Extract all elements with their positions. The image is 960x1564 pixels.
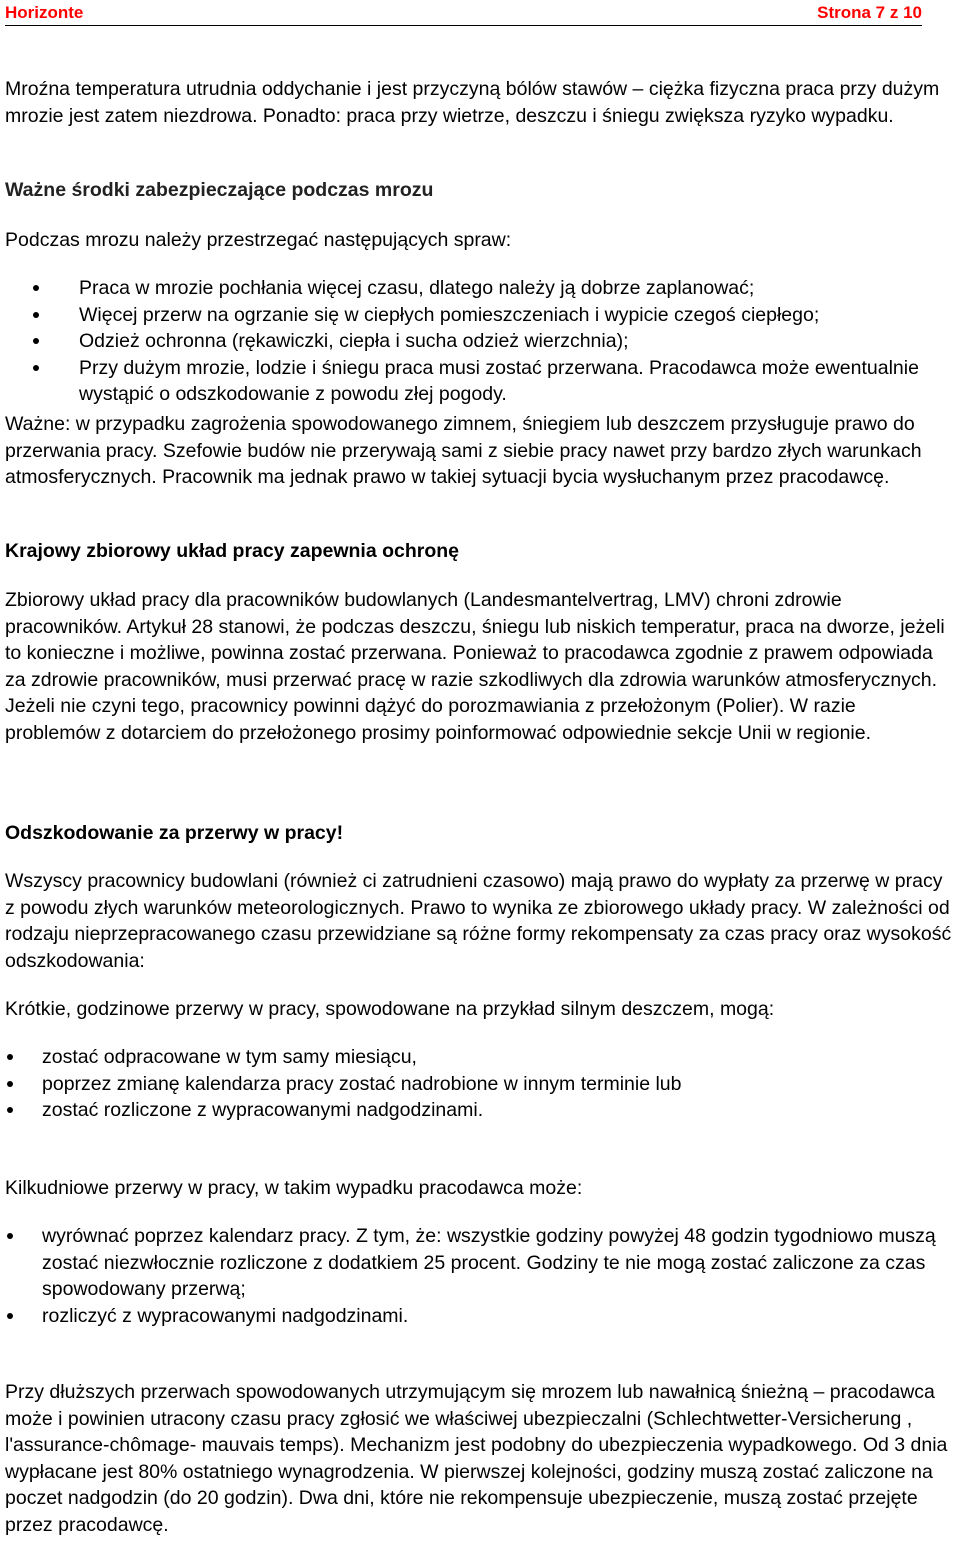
intro-paragraph: Mroźna temperatura utrudnia oddychanie i jest przyczyną bólów stawów – ciężka fizyczna praca przy dużym mrozie jest zatem niezdrowa. Ponadto: praca przy wietrze, deszczu i śniegu zwiększa ryzyko wypadku. <box>5 78 940 127</box>
section-heading-collective-agreement: Krajowy zbiorowy układ pracy zapewnia ochronę <box>5 540 460 562</box>
list-item: Więcej przerw na ogrzanie się w ciepłych pomieszczeniach i wypicie czegoś ciepłego; <box>5 302 955 329</box>
long-breaks-paragraph: Przy dłuższych przerwach spowodowanych utrzymującym się mrozem lub nawałnicą śnieżną – pracodawca może i powinien utracony czasu pracy zgłosić we właściwej ubezpieczalni (Schlechtwetter-Versicherung , l'assurance-chômage- mauvais temps). Mechanizm jest podobny do ubezpieczenia wypadkowego. Od 3 dnia wypłacane jest 80% ostatniego wynagrodzenia. W pierwszej kolejności, godziny muszą zostać zaliczone na poczet nadgodzin (do 20 godzin). Dwa dni, które nie rekompensuje ubezpieczenie, muszą zostać przejęte przez pracodawcę. <box>5 1381 948 1536</box>
document-title: Horizonte <box>5 3 84 22</box>
multi-day-breaks-paragraph: Kilkudniowe przerwy w pracy, w takim wypadku pracodawca może: <box>5 1177 583 1199</box>
list-item: Odzież ochronna (rękawiczki, ciepła i sucha odzież wierzchnia); <box>5 328 955 355</box>
list-item: zostać odpracowane w tym samy miesiącu, <box>5 1044 955 1071</box>
page-number: Strona 7 z 10 <box>817 3 922 22</box>
frost-intro-paragraph: Podczas mrozu należy przestrzegać następujących spraw: <box>5 229 512 251</box>
page-header <box>5 3 922 26</box>
list-item: wyrównać poprzez kalendarz pracy. Z tym, że: wszystkie godziny powyżej 48 godzin tygodniowo muszą zostać niezwłocznie rozliczone z dodatkiem 25 procent. Godziny te nie mogą zostać zaliczone za czas spowodowany przerwą; <box>5 1223 955 1303</box>
section-heading-compensation: Odszkodowanie za przerwy w pracy! <box>5 822 344 844</box>
list-item: Przy dużym mrozie, lodzie i śniegu praca musi zostać przerwana. Pracodawca może ewentualnie wystąpić o odszkodowanie z powodu złej pogody. <box>5 355 955 408</box>
important-paragraph: Ważne: w przypadku zagrożenia spowodowanego zimnem, śniegiem lub deszczem przysługuje prawo do przerwania pracy. Szefowie budów nie przerywają sami z siebie pracy nawet przy bardzo złych warunkach atmosferycznych. Pracownik ma jednak prawo w takiej sytuacji bycia wysłuchanym przez pracodawcę. <box>5 413 922 488</box>
short-breaks-list <box>5 1044 955 1124</box>
section-heading-frost-measures: Ważne środki zabezpieczające podczas mrozu <box>5 179 434 201</box>
multi-day-breaks-list <box>5 1223 955 1329</box>
collective-agreement-paragraph: Zbiorowy układ pracy dla pracowników budowlanych (Landesmantelvertrag, LMV) chroni zdrowie pracowników. Artykuł 28 stanowi, że podczas deszczu, śniegu lub niskich temperatur, praca na dworze, jeżeli to konieczne i możliwe, powinna zostać przerwana. Ponieważ to pracodawca zgodnie z prawem odpowiada za zdrowie pracowników, musi przerwać pracę w razie szkodliwych dla zdrowia warunków atmosferycznych. Jeżeli nie czyni tego, pracownicy powinni dążyć do porozmawiania z przełożonym (Polier). W razie problemów z dotarciem do przełożonego prosimy poinformować odpowiednie sekcje Unii w regionie. <box>5 589 945 744</box>
list-item: zostać rozliczone z wypracowanymi nadgodzinami. <box>5 1097 955 1124</box>
short-breaks-paragraph: Krótkie, godzinowe przerwy w pracy, spowodowane na przykład silnym deszczem, mogą: <box>5 998 775 1020</box>
frost-measures-list <box>5 275 955 408</box>
list-item: poprzez zmianę kalendarza pracy zostać nadrobione w innym terminie lub <box>5 1071 955 1098</box>
compensation-paragraph: Wszyscy pracownicy budowlani (również ci zatrudnieni czasowo) mają prawo do wypłaty za przerwę w pracy z powodu złych warunków meteorologicznych. Prawo to wynika ze zbiorowego układy pracy. W zależności od rodzaju nieprzepracowanego czasu przewidziane są różne formy rekompensaty za czas pracy oraz wysokość odszkodowania: <box>5 870 952 972</box>
list-item: rozliczyć z wypracowanymi nadgodzinami. <box>5 1303 955 1330</box>
list-item: Praca w mrozie pochłania więcej czasu, dlatego należy ją dobrze zaplanować; <box>5 275 955 302</box>
